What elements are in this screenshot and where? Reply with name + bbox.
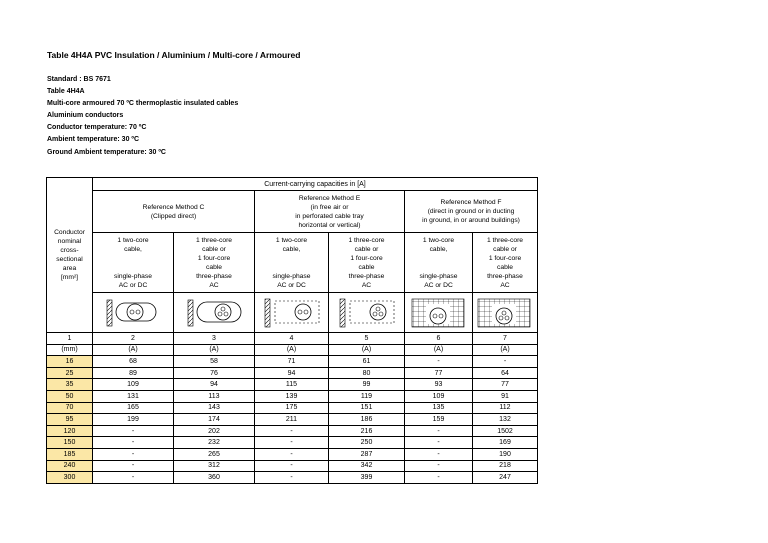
value-cell: 135 (405, 402, 473, 414)
value-cell: 76 (174, 367, 255, 379)
cable-config-6: 1 two-core cable, single-phase AC or DC (405, 233, 473, 293)
table-row (47, 437, 538, 449)
value-cell: (A) (473, 344, 538, 356)
spec-list (47, 74, 238, 159)
area-cell: 1 (47, 333, 93, 345)
value-cell: 287 (329, 448, 405, 460)
value-cell: 3 (174, 333, 255, 345)
table-row (47, 367, 538, 379)
clipped-three-core-cell (174, 293, 255, 333)
value-cell: - (405, 356, 473, 368)
ground-three-core-icon (474, 296, 536, 330)
value-cell: 99 (329, 379, 405, 391)
area-cell: 16 (47, 356, 93, 368)
clipped-two-core-icon (102, 296, 164, 330)
value-cell: 80 (329, 367, 405, 379)
value-cell: - (405, 425, 473, 437)
value-cell: 202 (174, 425, 255, 437)
value-cell: 115 (255, 379, 329, 391)
value-cell: 132 (473, 414, 538, 426)
spec-standard: Standard : BS 7671 (47, 76, 111, 83)
value-cell: 159 (405, 414, 473, 426)
cable-config-4: 1 two-core cable, single-phase AC or DC (255, 233, 329, 293)
value-cell: 151 (329, 402, 405, 414)
value-cell: 174 (174, 414, 255, 426)
value-cell: 68 (93, 356, 174, 368)
area-cell: 70 (47, 402, 93, 414)
capacity-header: Current-carrying capacities in [A] (93, 178, 538, 191)
area-cell: 185 (47, 448, 93, 460)
value-cell: - (93, 460, 174, 472)
value-cell: 5 (329, 333, 405, 345)
value-cell: 6 (405, 333, 473, 345)
value-cell: 232 (174, 437, 255, 449)
table-row (47, 425, 538, 437)
value-cell: - (93, 448, 174, 460)
column-number-row (47, 333, 538, 345)
value-cell: 247 (473, 472, 538, 484)
spec-conductor-material: Aluminium conductors (47, 112, 124, 120)
area-cell: 50 (47, 390, 93, 402)
table-row (47, 460, 538, 472)
value-cell: (A) (405, 344, 473, 356)
table-row (47, 390, 538, 402)
area-cell: 25 (47, 367, 93, 379)
free-air-three-core-icon (336, 296, 398, 330)
spec-ground-temp: Ground Ambient temperature: 30 ºC (47, 148, 166, 156)
clipped-three-core-icon (183, 296, 245, 330)
value-cell: - (255, 472, 329, 484)
table-row (47, 402, 538, 414)
value-cell: 139 (255, 390, 329, 402)
value-cell: (A) (93, 344, 174, 356)
value-cell: 265 (174, 448, 255, 460)
cable-config-2: 1 two-core cable, single-phase AC or DC (93, 233, 174, 293)
value-cell: 399 (329, 472, 405, 484)
free-air-three-core-cell (329, 293, 405, 333)
value-cell: 190 (473, 448, 538, 460)
value-cell: 342 (329, 460, 405, 472)
area-cell: 35 (47, 379, 93, 391)
cable-config-5: 1 three-core cable or 1 four-core cable three-phase AC (329, 233, 405, 293)
ground-two-core-icon (408, 296, 470, 330)
units-row (47, 344, 538, 356)
value-cell: 360 (174, 472, 255, 484)
value-cell: 77 (473, 379, 538, 391)
clipped-two-core-cell (93, 293, 174, 333)
table-row (47, 472, 538, 484)
table-row (47, 448, 538, 460)
free-air-two-core-icon (261, 296, 323, 330)
value-cell: 2 (93, 333, 174, 345)
value-cell: (A) (174, 344, 255, 356)
value-cell: 7 (473, 333, 538, 345)
table-title: Table 4H4A PVC Insulation / Aluminium / Multi-core / Armoured (47, 50, 301, 60)
value-cell: (A) (255, 344, 329, 356)
spec-table: Table 4H4A (47, 88, 85, 96)
spec-ambient-temp: Ambient temperature: 30 ºC (47, 136, 140, 144)
value-cell: 113 (174, 390, 255, 402)
value-cell: 4 (255, 333, 329, 345)
value-cell: - (405, 448, 473, 460)
value-cell: - (93, 437, 174, 449)
value-cell: 94 (174, 379, 255, 391)
value-cell: 89 (93, 367, 174, 379)
method-c-header: Reference Method C (Clipped direct) (93, 191, 255, 233)
spec-cable-type: Multi-core armoured 70 ºC thermoplastic insulated cables (47, 100, 239, 108)
method-e-header: Reference Method E (in free air or in perforated cable tray horizontal or vertical) (255, 191, 405, 233)
table-row (47, 414, 538, 426)
value-cell: 93 (405, 379, 473, 391)
spec-conductor-temp: Conductor temperature: 70 ºC (47, 124, 147, 132)
value-cell: 218 (473, 460, 538, 472)
value-cell: - (405, 460, 473, 472)
value-cell: 250 (329, 437, 405, 449)
area-cell: 95 (47, 414, 93, 426)
value-cell: (A) (329, 344, 405, 356)
value-cell: - (405, 437, 473, 449)
value-cell: 64 (473, 367, 538, 379)
area-cell: 150 (47, 437, 93, 449)
area-cell: 120 (47, 425, 93, 437)
value-cell: 186 (329, 414, 405, 426)
area-cell: 300 (47, 472, 93, 484)
table-row (47, 356, 538, 368)
cable-config-7: 1 three-core cable or 1 four-core cable three-phase AC (473, 233, 538, 293)
value-cell: - (473, 356, 538, 368)
value-cell: 71 (255, 356, 329, 368)
value-cell: 175 (255, 402, 329, 414)
value-cell: 312 (174, 460, 255, 472)
value-cell: 77 (405, 367, 473, 379)
value-cell: 143 (174, 402, 255, 414)
table-row (47, 379, 538, 391)
value-cell: - (255, 437, 329, 449)
value-cell: 1502 (473, 425, 538, 437)
area-cell: (mm) (47, 344, 93, 356)
ground-three-core-cell (473, 293, 538, 333)
value-cell: 109 (93, 379, 174, 391)
value-cell: 211 (255, 414, 329, 426)
value-cell: - (405, 472, 473, 484)
value-cell: 119 (329, 390, 405, 402)
value-cell: - (255, 448, 329, 460)
capacity-table (46, 177, 538, 484)
value-cell: - (255, 425, 329, 437)
value-cell: 199 (93, 414, 174, 426)
area-header: Conductor nominal cross- sectional area [mm²] (47, 178, 93, 333)
method-f-header: Reference Method F (direct in ground or in ducting in ground, in or around buildings) (405, 191, 538, 233)
value-cell: - (93, 472, 174, 484)
value-cell: 91 (473, 390, 538, 402)
area-cell: 240 (47, 460, 93, 472)
value-cell: 169 (473, 437, 538, 449)
value-cell: 165 (93, 402, 174, 414)
ground-two-core-cell (405, 293, 473, 333)
value-cell: 112 (473, 402, 538, 414)
value-cell: 58 (174, 356, 255, 368)
value-cell: 109 (405, 390, 473, 402)
value-cell: - (93, 425, 174, 437)
value-cell: 61 (329, 356, 405, 368)
free-air-two-core-cell (255, 293, 329, 333)
value-cell: 216 (329, 425, 405, 437)
value-cell: - (255, 460, 329, 472)
value-cell: 131 (93, 390, 174, 402)
value-cell: 94 (255, 367, 329, 379)
cable-config-3: 1 three-core cable or 1 four-core cable three-phase AC (174, 233, 255, 293)
